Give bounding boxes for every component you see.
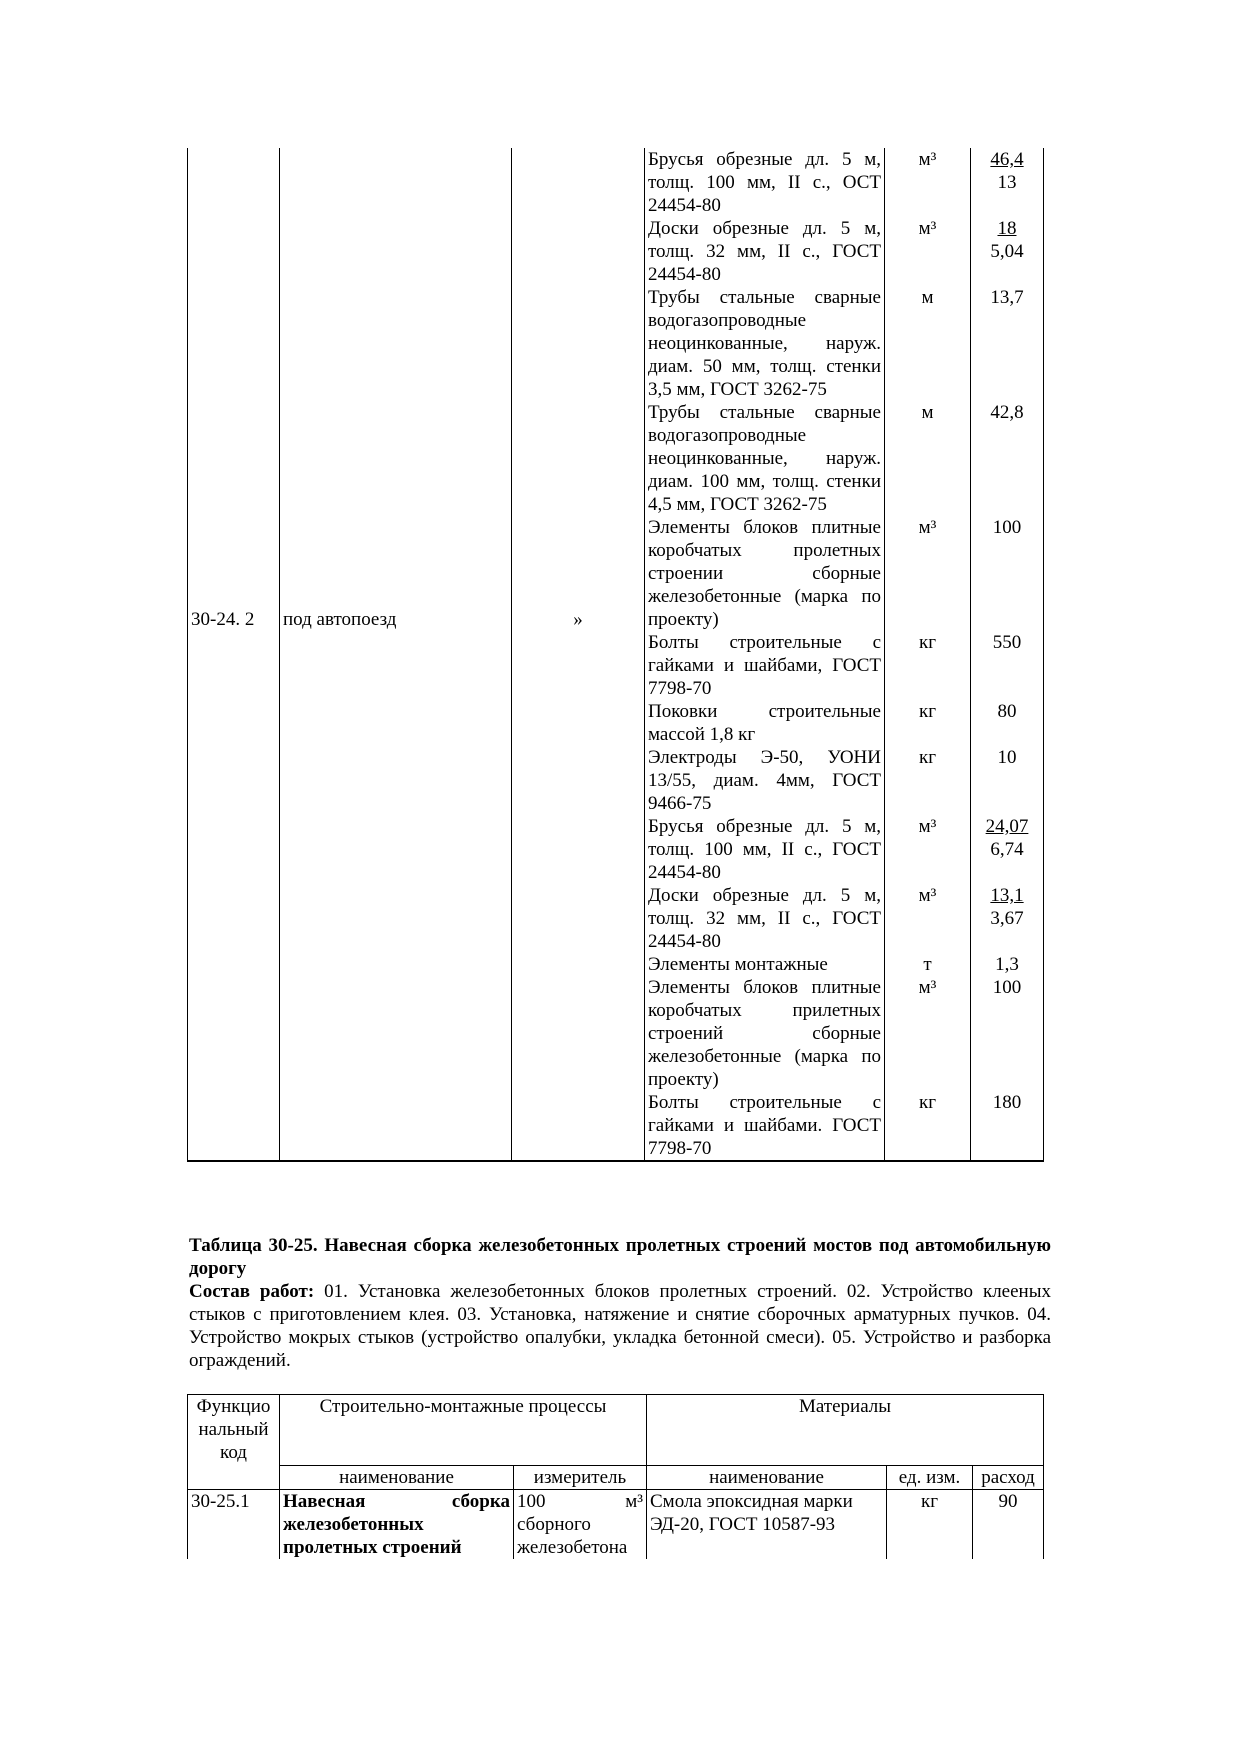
consumption-cell: 90 bbox=[973, 1490, 1044, 1560]
unit-cell: м³ bbox=[885, 217, 971, 286]
unit-cell: м bbox=[885, 286, 971, 401]
table-row bbox=[188, 1091, 1044, 1161]
header-name: наименование bbox=[280, 1466, 514, 1490]
material-name: Смола эпоксидная марки ЭД-20, ГОСТ 10587-93 bbox=[647, 1490, 887, 1560]
consumption-cell bbox=[971, 884, 1044, 953]
measure-description: сборного железобетона bbox=[517, 1514, 628, 1558]
work-composition bbox=[189, 1280, 1051, 1372]
consumption-cell: 10 bbox=[971, 746, 1044, 815]
material-name: Элементы блоков плитные коробчатых пролетных строении сборные железобетонные (марка по проекту) bbox=[645, 516, 885, 631]
table-row bbox=[188, 148, 1044, 217]
material-name: Элементы монтажные bbox=[645, 953, 885, 976]
materials-table-30-25 bbox=[187, 1394, 1044, 1559]
material-name: Болты строительные с гайками и шайбами, ГОСТ 7798-70 bbox=[645, 631, 885, 700]
table-row bbox=[188, 1490, 1044, 1560]
material-name: Трубы стальные сварные водогазопроводные неоцинкованные, наруж. диам. 100 мм, толщ. стенки 4,5 мм, ГОСТ 3262-75 bbox=[645, 401, 885, 516]
process-name-cell: Навесная сборка железобетонных пролетных строений bbox=[280, 1490, 514, 1560]
table-caption bbox=[189, 1234, 1051, 1372]
material-name: Болты строительные с гайками и шайбами. ГОСТ 7798-70 bbox=[645, 1091, 885, 1161]
consumption-value-secondary: 13 bbox=[997, 172, 1017, 193]
material-name: Поковки строительные массой 1,8 кг bbox=[645, 700, 885, 746]
consumption-value: 13,1 bbox=[990, 885, 1024, 906]
unit-cell: кг bbox=[885, 631, 971, 700]
header-row bbox=[188, 1395, 1044, 1466]
unit-cell: м bbox=[885, 401, 971, 516]
consumption-cell bbox=[971, 217, 1044, 286]
consumption-cell bbox=[971, 148, 1044, 217]
unit-cell: м³ bbox=[885, 148, 971, 217]
material-name: Доски обрезные дл. 5 м, толщ. 32 мм, II с., ГОСТ 24454-80 bbox=[645, 217, 885, 286]
consumption-cell bbox=[971, 815, 1044, 884]
unit-cell: кг bbox=[885, 700, 971, 746]
process-name-cell: под автопоезд bbox=[280, 148, 512, 1091]
material-name: Брусья обрезные дл. 5 м, толщ. 100 мм, II с., ГОСТ 24454-80 bbox=[645, 815, 885, 884]
consumption-value-secondary: 5,04 bbox=[990, 241, 1024, 262]
materials-table-30-24 bbox=[187, 148, 1044, 1162]
measure-number: 100 bbox=[517, 1491, 546, 1512]
unit-cell: т bbox=[885, 953, 971, 976]
consumption-cell: 80 bbox=[971, 700, 1044, 746]
consumption-cell: 1,3 bbox=[971, 953, 1044, 976]
consumption-cell: 13,7 bbox=[971, 286, 1044, 401]
empty-cell bbox=[188, 1091, 280, 1161]
header-unit: ед. изм. bbox=[887, 1466, 973, 1490]
measure-cell bbox=[514, 1490, 647, 1560]
function-code-cell: 30-25.1 bbox=[188, 1490, 280, 1560]
consumption-value: 46,4 bbox=[990, 149, 1024, 170]
unit-cell: кг bbox=[885, 746, 971, 815]
consumption-value: 18 bbox=[997, 218, 1017, 239]
material-name: Электроды Э-50, УОНИ 13/55, диам. 4мм, ГОСТ 9466-75 bbox=[645, 746, 885, 815]
header-materials: Материалы bbox=[647, 1395, 1044, 1466]
empty-cell bbox=[512, 1091, 645, 1161]
unit-cell: м³ bbox=[885, 516, 971, 631]
unit-cell: м³ bbox=[885, 815, 971, 884]
subheader-row bbox=[188, 1466, 1044, 1490]
header-function-code: Функцио нальный код bbox=[188, 1395, 280, 1490]
work-composition-label: Состав работ: bbox=[189, 1281, 315, 1302]
material-name: Брусья обрезные дл. 5 м, толщ. 100 мм, II с., ОСТ 24454-80 bbox=[645, 148, 885, 217]
measure-cell: » bbox=[512, 148, 645, 1091]
header-material-name: наименование bbox=[647, 1466, 887, 1490]
consumption-cell: 550 bbox=[971, 631, 1044, 700]
consumption-value: 24,07 bbox=[985, 816, 1029, 837]
consumption-cell: 42,8 bbox=[971, 401, 1044, 516]
unit-cell: м³ bbox=[885, 976, 971, 1091]
material-name: Доски обрезные дл. 5 м, толщ. 32 мм, II с., ГОСТ 24454-80 bbox=[645, 884, 885, 953]
unit-cell: м³ bbox=[885, 884, 971, 953]
header-consumption: расход bbox=[973, 1466, 1044, 1490]
measure-unit: м³ bbox=[625, 1491, 643, 1512]
unit-cell: кг bbox=[885, 1091, 971, 1161]
consumption-cell: 100 bbox=[971, 976, 1044, 1091]
table-title: Таблица 30-25. Навесная сборка железобетонных пролетных строений мостов под автомобильную дорогу bbox=[189, 1235, 1051, 1279]
header-processes: Строительно-монтажные процессы bbox=[280, 1395, 647, 1466]
header-measure: измеритель bbox=[514, 1466, 647, 1490]
consumption-cell: 100 bbox=[971, 516, 1044, 631]
unit-cell: кг bbox=[887, 1490, 973, 1560]
material-name: Элементы блоков плитные коробчатых прилетных строений сборные железобетонные (марка по проекту) bbox=[645, 976, 885, 1091]
consumption-cell: 180 bbox=[971, 1091, 1044, 1161]
consumption-value-secondary: 3,67 bbox=[990, 908, 1024, 929]
work-composition-text: 01. Установка железобетонных блоков пролетных строений. 02. Устройство клееных стыков с приготовлением клея. 03. Установка, натяжение и снятие сборочных арматурных пучков. 04. Устройство мокрых стыков (устройство опалубки, укладка бетонной смеси). 05. Устройство и разборка ограждений. bbox=[189, 1281, 1051, 1371]
empty-cell bbox=[280, 1091, 512, 1161]
consumption-value-secondary: 6,74 bbox=[990, 839, 1024, 860]
function-code-cell: 30-24. 2 bbox=[188, 148, 280, 1091]
material-name: Трубы стальные сварные водогазопроводные неоцинкованные, наруж. диам. 50 мм, толщ. стенки 3,5 мм, ГОСТ 3262-75 bbox=[645, 286, 885, 401]
